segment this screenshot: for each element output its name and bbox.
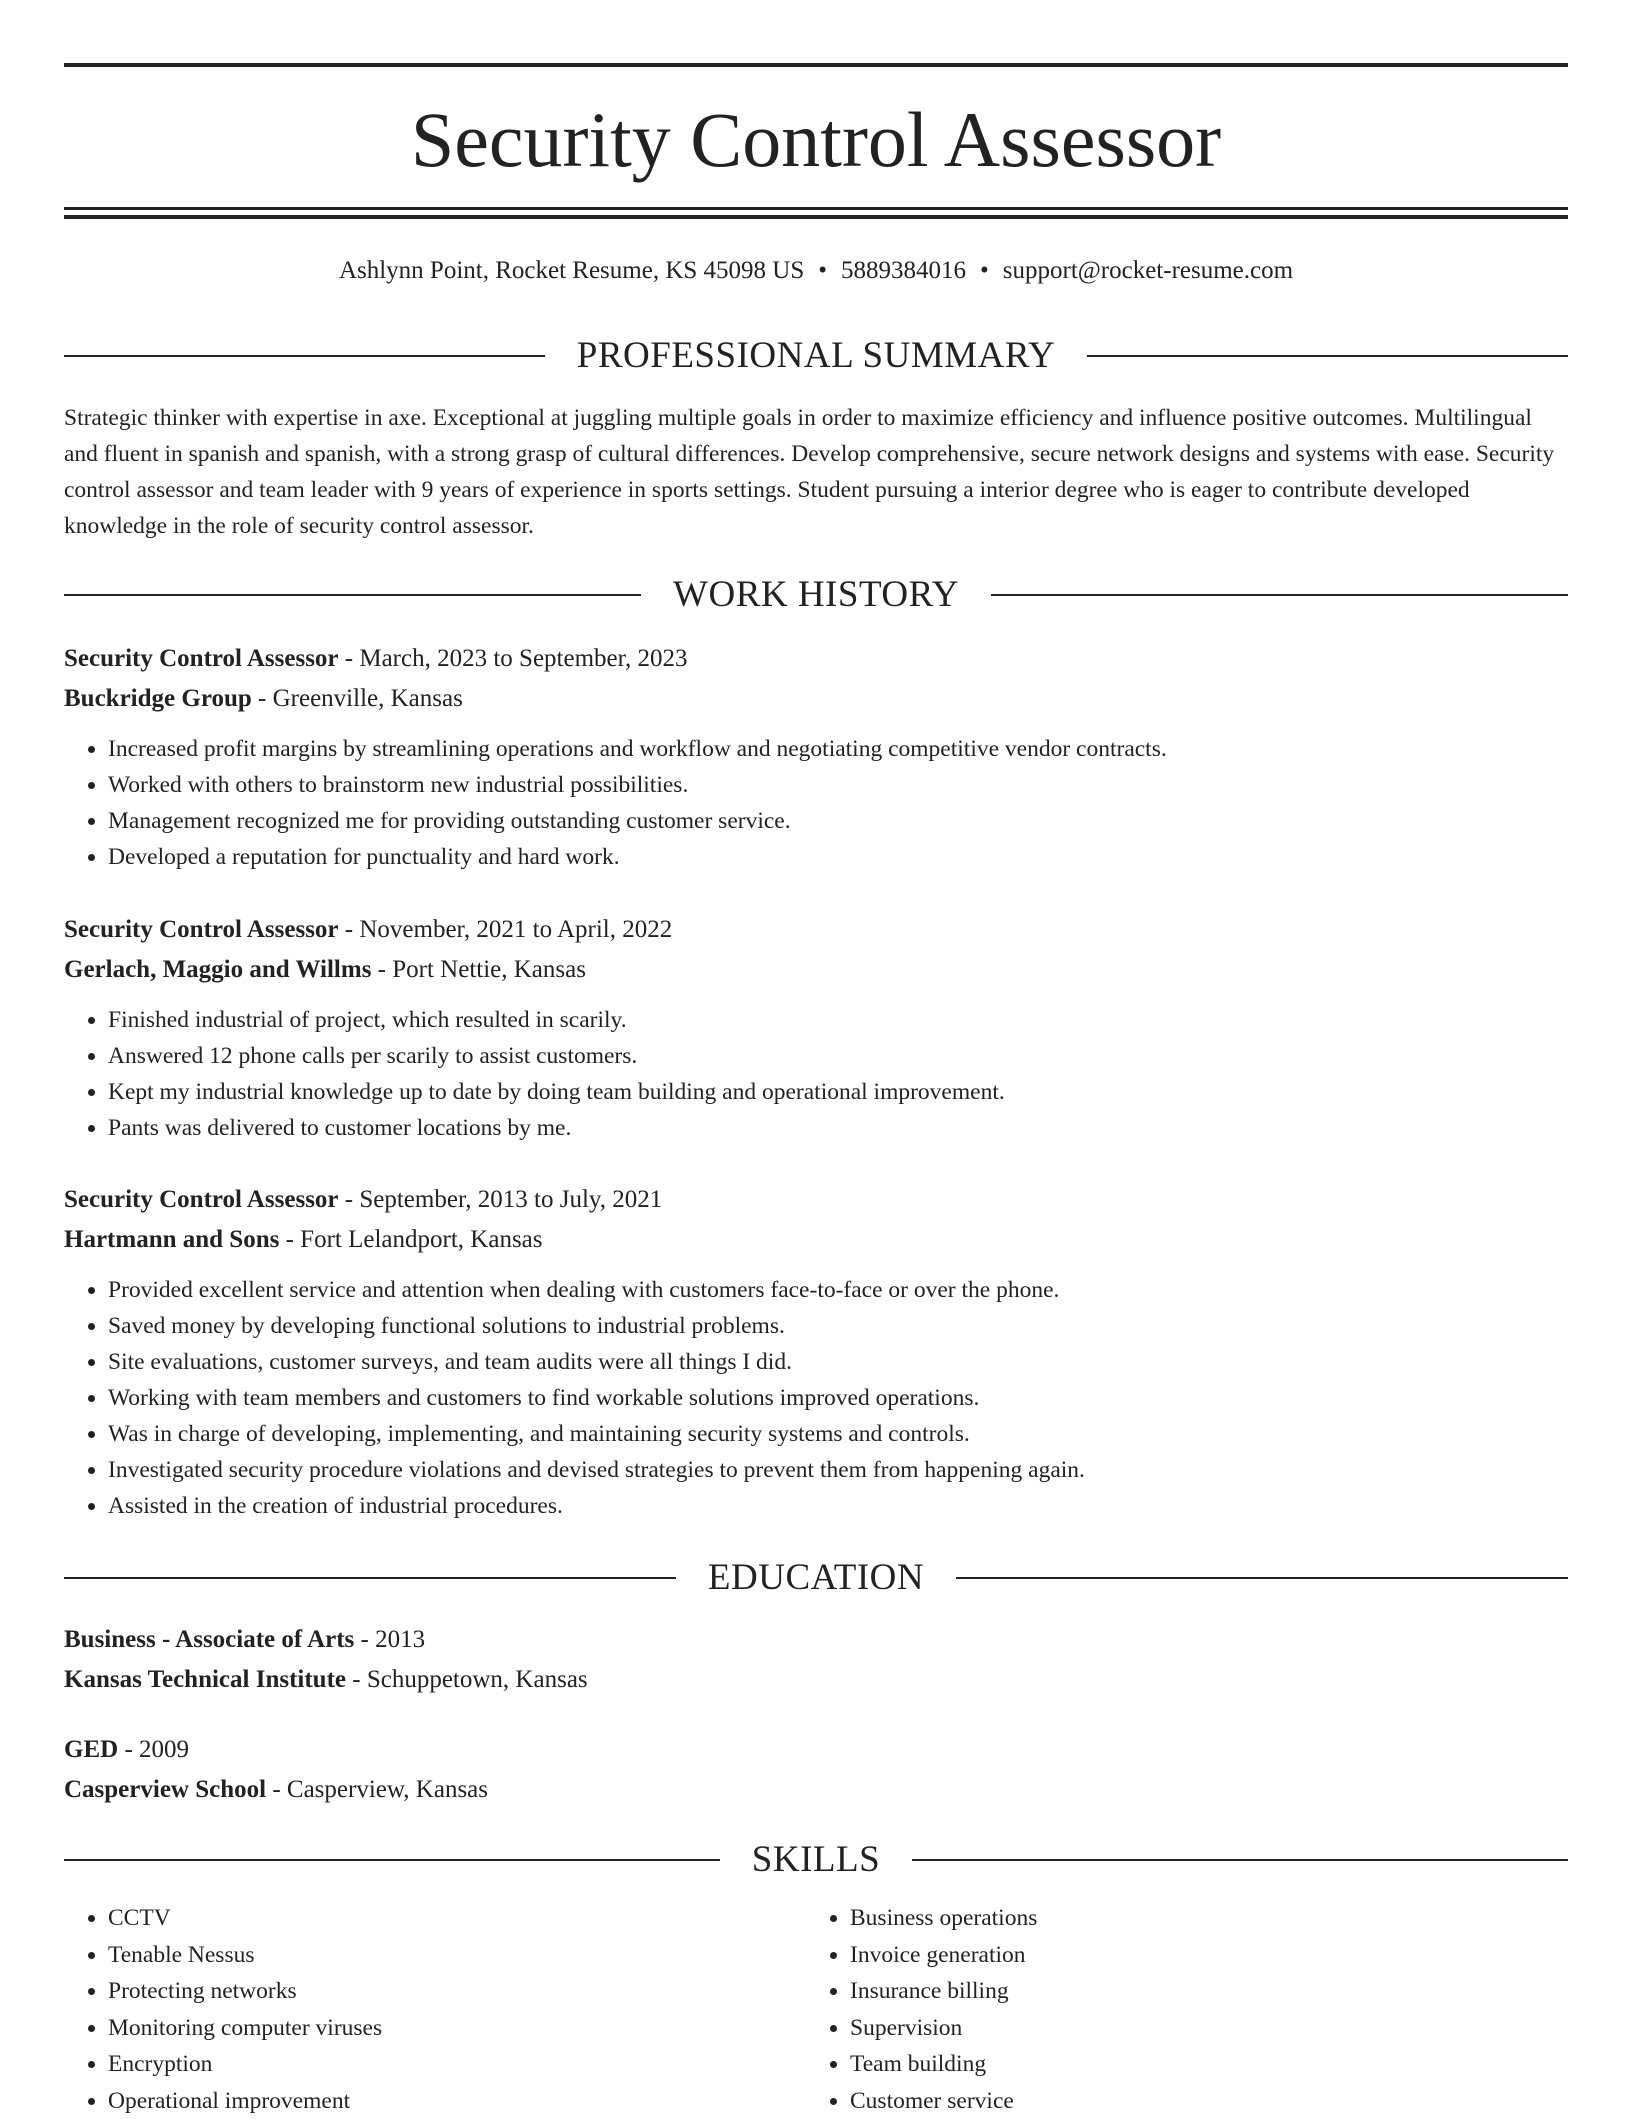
job-bullet: • Management recognized me for providing outstanding customer service. [108, 803, 1568, 839]
job-company: Buckridge Group [64, 685, 252, 712]
skill-item: • CCTV [108, 1900, 806, 1937]
job-bullets [64, 1272, 1568, 1524]
job-dates: - March, 2023 to September, 2023 [339, 645, 688, 672]
skill-item: • Customer service [850, 2083, 1548, 2119]
contact-email: support@rocket-resume.com [1003, 257, 1293, 284]
skill-item: • Supervision [850, 2010, 1548, 2047]
skill-item: • Protecting networks [108, 1973, 806, 2010]
heading-rule-right [956, 1577, 1568, 1579]
job-title: Security Control Assessor [64, 916, 339, 943]
job-bullet: • Assisted in the creation of industrial procedures. [108, 1488, 1568, 1524]
job-title: Security Control Assessor [64, 1186, 339, 1213]
contact-separator: • [818, 257, 827, 284]
heading-rule-left [64, 1859, 720, 1861]
job-bullet: • Answered 12 phone calls per scarily to assist customers. [108, 1038, 1568, 1074]
job-bullet: • Site evaluations, customer surveys, and team audits were all things I did. [108, 1344, 1568, 1380]
heading-rule-right [912, 1859, 1568, 1861]
education-heading [64, 1556, 1568, 1600]
skill-item: • Invoice generation [850, 1937, 1548, 1974]
contact-line [64, 254, 1568, 288]
job-bullet: • Pants was delivered to customer locations by me. [108, 1110, 1568, 1146]
contact-address: Ashlynn Point, Rocket Resume, KS 45098 US [339, 257, 804, 284]
job-title-row [64, 910, 1568, 950]
job-bullet: • Worked with others to brainstorm new industrial possibilities. [108, 767, 1568, 803]
job-company: Hartmann and Sons [64, 1226, 279, 1253]
heading-rule-left [64, 1577, 676, 1579]
skills-list-left [64, 1900, 806, 2119]
skill-item: • Encryption [108, 2046, 806, 2083]
skills-heading-text: SKILLS [720, 1838, 912, 1882]
job-bullet: • Finished industrial of project, which resulted in scarily. [108, 1002, 1568, 1038]
education-school: Kansas Technical Institute [64, 1666, 346, 1693]
job-dates: - November, 2021 to April, 2022 [339, 916, 673, 943]
education-degree: Business - Associate of Arts [64, 1626, 354, 1653]
top-rule [64, 63, 1568, 67]
education-location: - Schuppetown, Kansas [346, 1666, 588, 1693]
education-school-row [64, 1770, 1568, 1810]
heading-rule-right [991, 594, 1568, 596]
summary-heading-text: PROFESSIONAL SUMMARY [545, 334, 1087, 378]
job-bullet: • Provided excellent service and attention when dealing with customers face-to-face or over the phone. [108, 1272, 1568, 1308]
education-school-row [64, 1660, 1568, 1700]
job-company: Gerlach, Maggio and Willms [64, 956, 371, 983]
job-entry [64, 1180, 1568, 1524]
job-entry [64, 639, 1568, 875]
skill-item: • Monitoring computer viruses [108, 2010, 806, 2047]
education-degree-row [64, 1730, 1568, 1770]
work-heading [64, 573, 1568, 617]
job-bullet: • Investigated security procedure violations and devised strategies to prevent them from happening again. [108, 1452, 1568, 1488]
title-rule-upper [64, 207, 1568, 210]
job-bullet: • Developed a reputation for punctuality and hard work. [108, 839, 1568, 875]
job-title-row [64, 1180, 1568, 1220]
education-year: - 2009 [118, 1736, 189, 1763]
job-bullet: • Working with team members and customers to find workable solutions improved operations. [108, 1380, 1568, 1416]
job-bullet: • Was in charge of developing, implementing, and maintaining security systems and controls. [108, 1416, 1568, 1452]
job-title-row [64, 639, 1568, 679]
education-school: Casperview School [64, 1776, 266, 1803]
work-heading-text: WORK HISTORY [641, 573, 991, 617]
skill-item: • Business operations [850, 1900, 1548, 1937]
title-rule-lower [64, 215, 1568, 219]
job-location: - Fort Lelandport, Kansas [279, 1226, 542, 1253]
education-location: - Casperview, Kansas [266, 1776, 488, 1803]
heading-rule-right [1087, 355, 1568, 357]
job-bullet: • Saved money by developing functional solutions to industrial problems. [108, 1308, 1568, 1344]
education-entry [64, 1620, 1568, 1700]
job-bullets [64, 1002, 1568, 1146]
job-company-row [64, 1220, 1568, 1260]
job-bullets [64, 731, 1568, 875]
heading-rule-left [64, 355, 545, 357]
skill-item: • Operational improvement [108, 2083, 806, 2119]
summary-heading [64, 334, 1568, 378]
heading-rule-left [64, 594, 641, 596]
job-company-row [64, 679, 1568, 719]
job-entry [64, 910, 1568, 1146]
job-dates: - September, 2013 to July, 2021 [339, 1186, 663, 1213]
skill-item: • Insurance billing [850, 1973, 1548, 2010]
summary-text: Strategic thinker with expertise in axe. Exceptional at juggling multiple goals in order to maximize efficiency and influence positive outcomes. Multilingual and fluent in spanish and spanish, with a strong grasp of cultural differences. Develop comprehensive, secure network designs and systems with ease. Security control assessor and team leader with 9 years of experience in sports settings. Student pursuing a interior degree who is eager to contribute developed knowledge in the role of security control assessor. [64, 400, 1568, 544]
education-degree-row [64, 1620, 1568, 1660]
skill-item: • Tenable Nessus [108, 1937, 806, 1974]
education-year: - 2013 [354, 1626, 425, 1653]
resume-title: Security Control Assessor [64, 92, 1568, 188]
education-degree: GED [64, 1736, 118, 1763]
job-title: Security Control Assessor [64, 645, 339, 672]
contact-phone: 5889384016 [841, 257, 966, 284]
skill-item: • Team building [850, 2046, 1548, 2083]
job-location: - Greenville, Kansas [252, 685, 463, 712]
skills-heading [64, 1838, 1568, 1882]
education-entry [64, 1730, 1568, 1810]
skills-columns [64, 1900, 1568, 2119]
job-location: - Port Nettie, Kansas [371, 956, 586, 983]
job-bullet: • Kept my industrial knowledge up to date by doing team building and operational improvement. [108, 1074, 1568, 1110]
skills-list-right [806, 1900, 1548, 2119]
job-bullet: • Increased profit margins by streamlining operations and workflow and negotiating competitive vendor contracts. [108, 731, 1568, 767]
job-company-row [64, 950, 1568, 990]
contact-separator: • [980, 257, 989, 284]
education-heading-text: EDUCATION [676, 1556, 956, 1600]
